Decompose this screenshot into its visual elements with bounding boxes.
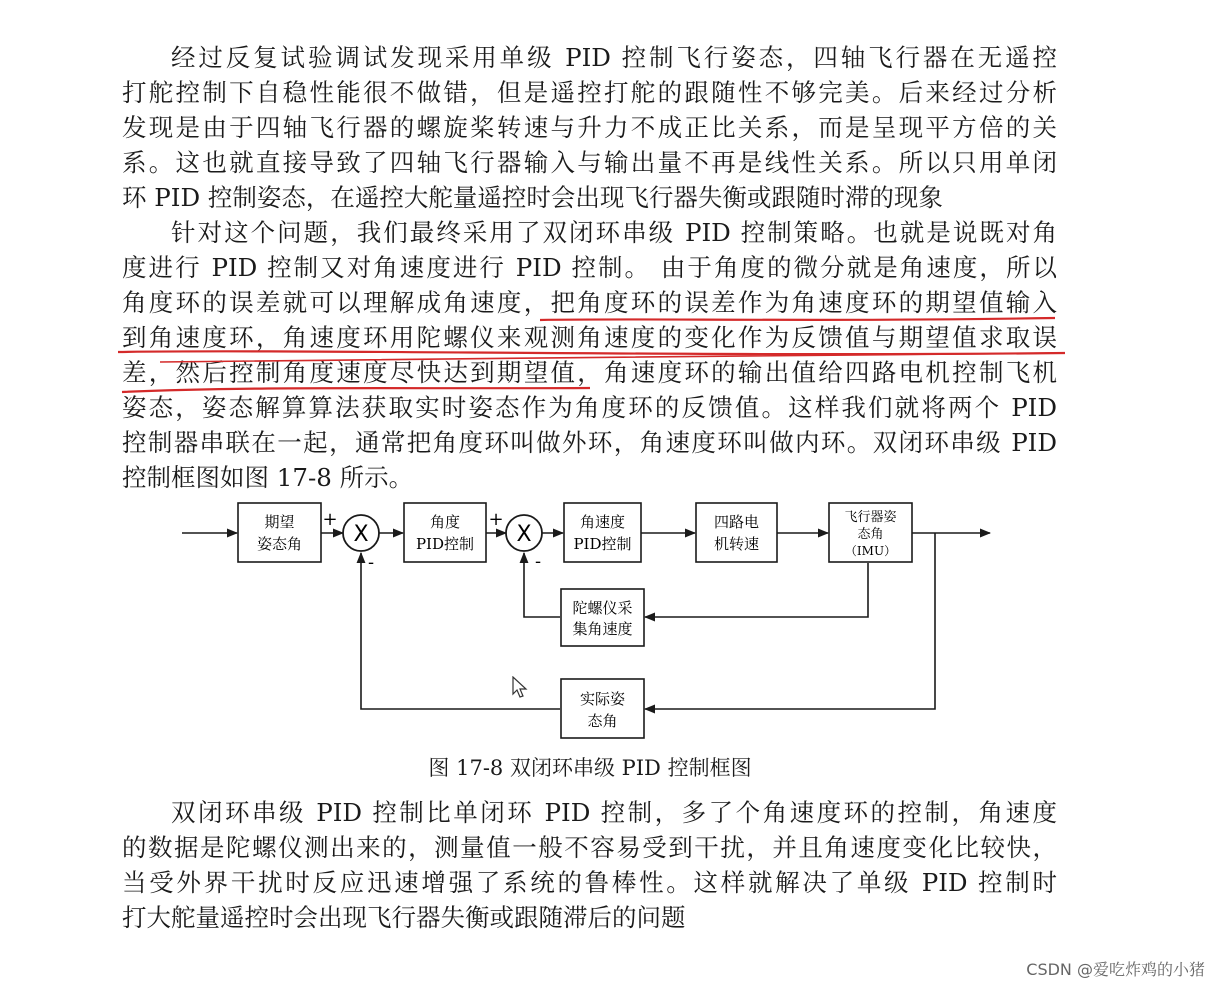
text-line: 的数据是陀螺仪测出来的，测量值一般不容易受到干扰，并且角速度变化比较快，	[122, 833, 1057, 862]
text-line: 姿态，姿态解算算法获取实时姿态作为角度环的反馈值。这样我们就将两个 PID	[122, 393, 1057, 422]
block-desired-attitude	[238, 503, 321, 562]
block-label: 姿态角	[256, 535, 303, 553]
block-label: PID控制	[573, 535, 632, 553]
block-label: 机转速	[713, 535, 760, 553]
text-line: 经过反复试验调试发现采用单级 PID 控制飞行姿态，四轴飞行器在无遥控	[171, 43, 1057, 72]
block-label: 实际姿	[579, 690, 626, 708]
csdn-watermark: CSDN @爱吃炸鸡的小猪	[1026, 960, 1205, 979]
block-label: 角度	[429, 513, 461, 531]
block-motor-speed	[696, 503, 777, 562]
block-label: 态角	[587, 712, 618, 730]
text-line: 针对这个问题，我们最终采用了双闭环串级 PID 控制策略。也就是说既对角	[171, 218, 1057, 247]
text-line: 环 PID 控制姿态，在遥控大舵量遥控时会出现飞行器失衡或跟随时滞的现象	[122, 183, 943, 212]
text-line: 双闭环串级 PID 控制比单闭环 PID 控制，多了个角速度环的控制，角速度	[171, 798, 1057, 827]
mouse-cursor-icon	[512, 676, 528, 700]
svg-text:X: X	[516, 522, 532, 547]
text-line: 差，然后控制角度速度尽快达到期望值，角速度环的输出值给四路电机控制飞机	[122, 358, 1057, 387]
block-gyro-rate	[561, 589, 644, 646]
block-label: 态角	[857, 527, 884, 542]
block-label: 期望	[264, 513, 295, 531]
block-actual-attitude	[561, 679, 644, 738]
text-line: 当受外界干扰时反应迅速增强了系统的鲁棒性。这样就解决了单级 PID 控制时	[122, 868, 1057, 897]
minus-sign: -	[534, 551, 542, 572]
summing-junction-outer	[322, 509, 379, 573]
paragraph-3	[122, 795, 1057, 935]
text-line: 控制框图如图 17-8 所示。	[122, 463, 414, 492]
plus-sign: +	[322, 509, 338, 530]
block-label: PID控制	[415, 535, 475, 553]
summing-junction-inner	[488, 509, 542, 572]
plus-sign: +	[488, 509, 504, 530]
text-line: 打舵控制下自稳性能很不做错，但是遥控打舵的跟随性不够完美。后来经过分析	[122, 78, 1057, 107]
block-aircraft-attitude	[829, 503, 912, 562]
block-label: 角速度	[579, 513, 626, 531]
text-line: 控制器串联在一起，通常把角度环叫做外环，角速度环叫做内环。双闭环串级 PID	[122, 428, 1057, 457]
block-label: 四路电	[713, 513, 760, 531]
text-line: 角度环的误差就可以理解成角速度，把角度环的误差作为角速度环的期望值输入	[122, 288, 1057, 317]
text-line: 发现是由于四轴飞行器的螺旋桨转速与升力不成正比关系，而是呈现平方倍的关	[122, 113, 1057, 142]
minus-sign: -	[367, 552, 375, 573]
block-label: 陀螺仪采	[572, 599, 633, 617]
svg-text:X: X	[353, 522, 369, 547]
text-line: 到角速度环，角速度环用陀螺仪来观测角速度的变化作为反馈值与期望值求取误	[122, 323, 1057, 352]
block-label: 飞行器姿	[844, 510, 897, 525]
block-rate-pid	[564, 503, 641, 562]
text-line: 系。这也就直接导致了四轴飞行器输入与输出量不再是线性关系。所以只用单闭	[122, 148, 1057, 177]
text-line: 打大舵量遥控时会出现飞行器失衡或跟随滞后的问题	[122, 903, 686, 932]
text-line: 度进行 PID 控制又对角速度进行 PID 控制。 由于角度的微分就是角速度，所以	[122, 253, 1057, 282]
figure-caption: 图 17-8 双闭环串级 PID 控制框图	[428, 756, 752, 780]
block-angle-pid	[404, 503, 486, 562]
block-label: （IMU）	[844, 544, 897, 558]
block-label: 集角速度	[572, 620, 633, 638]
